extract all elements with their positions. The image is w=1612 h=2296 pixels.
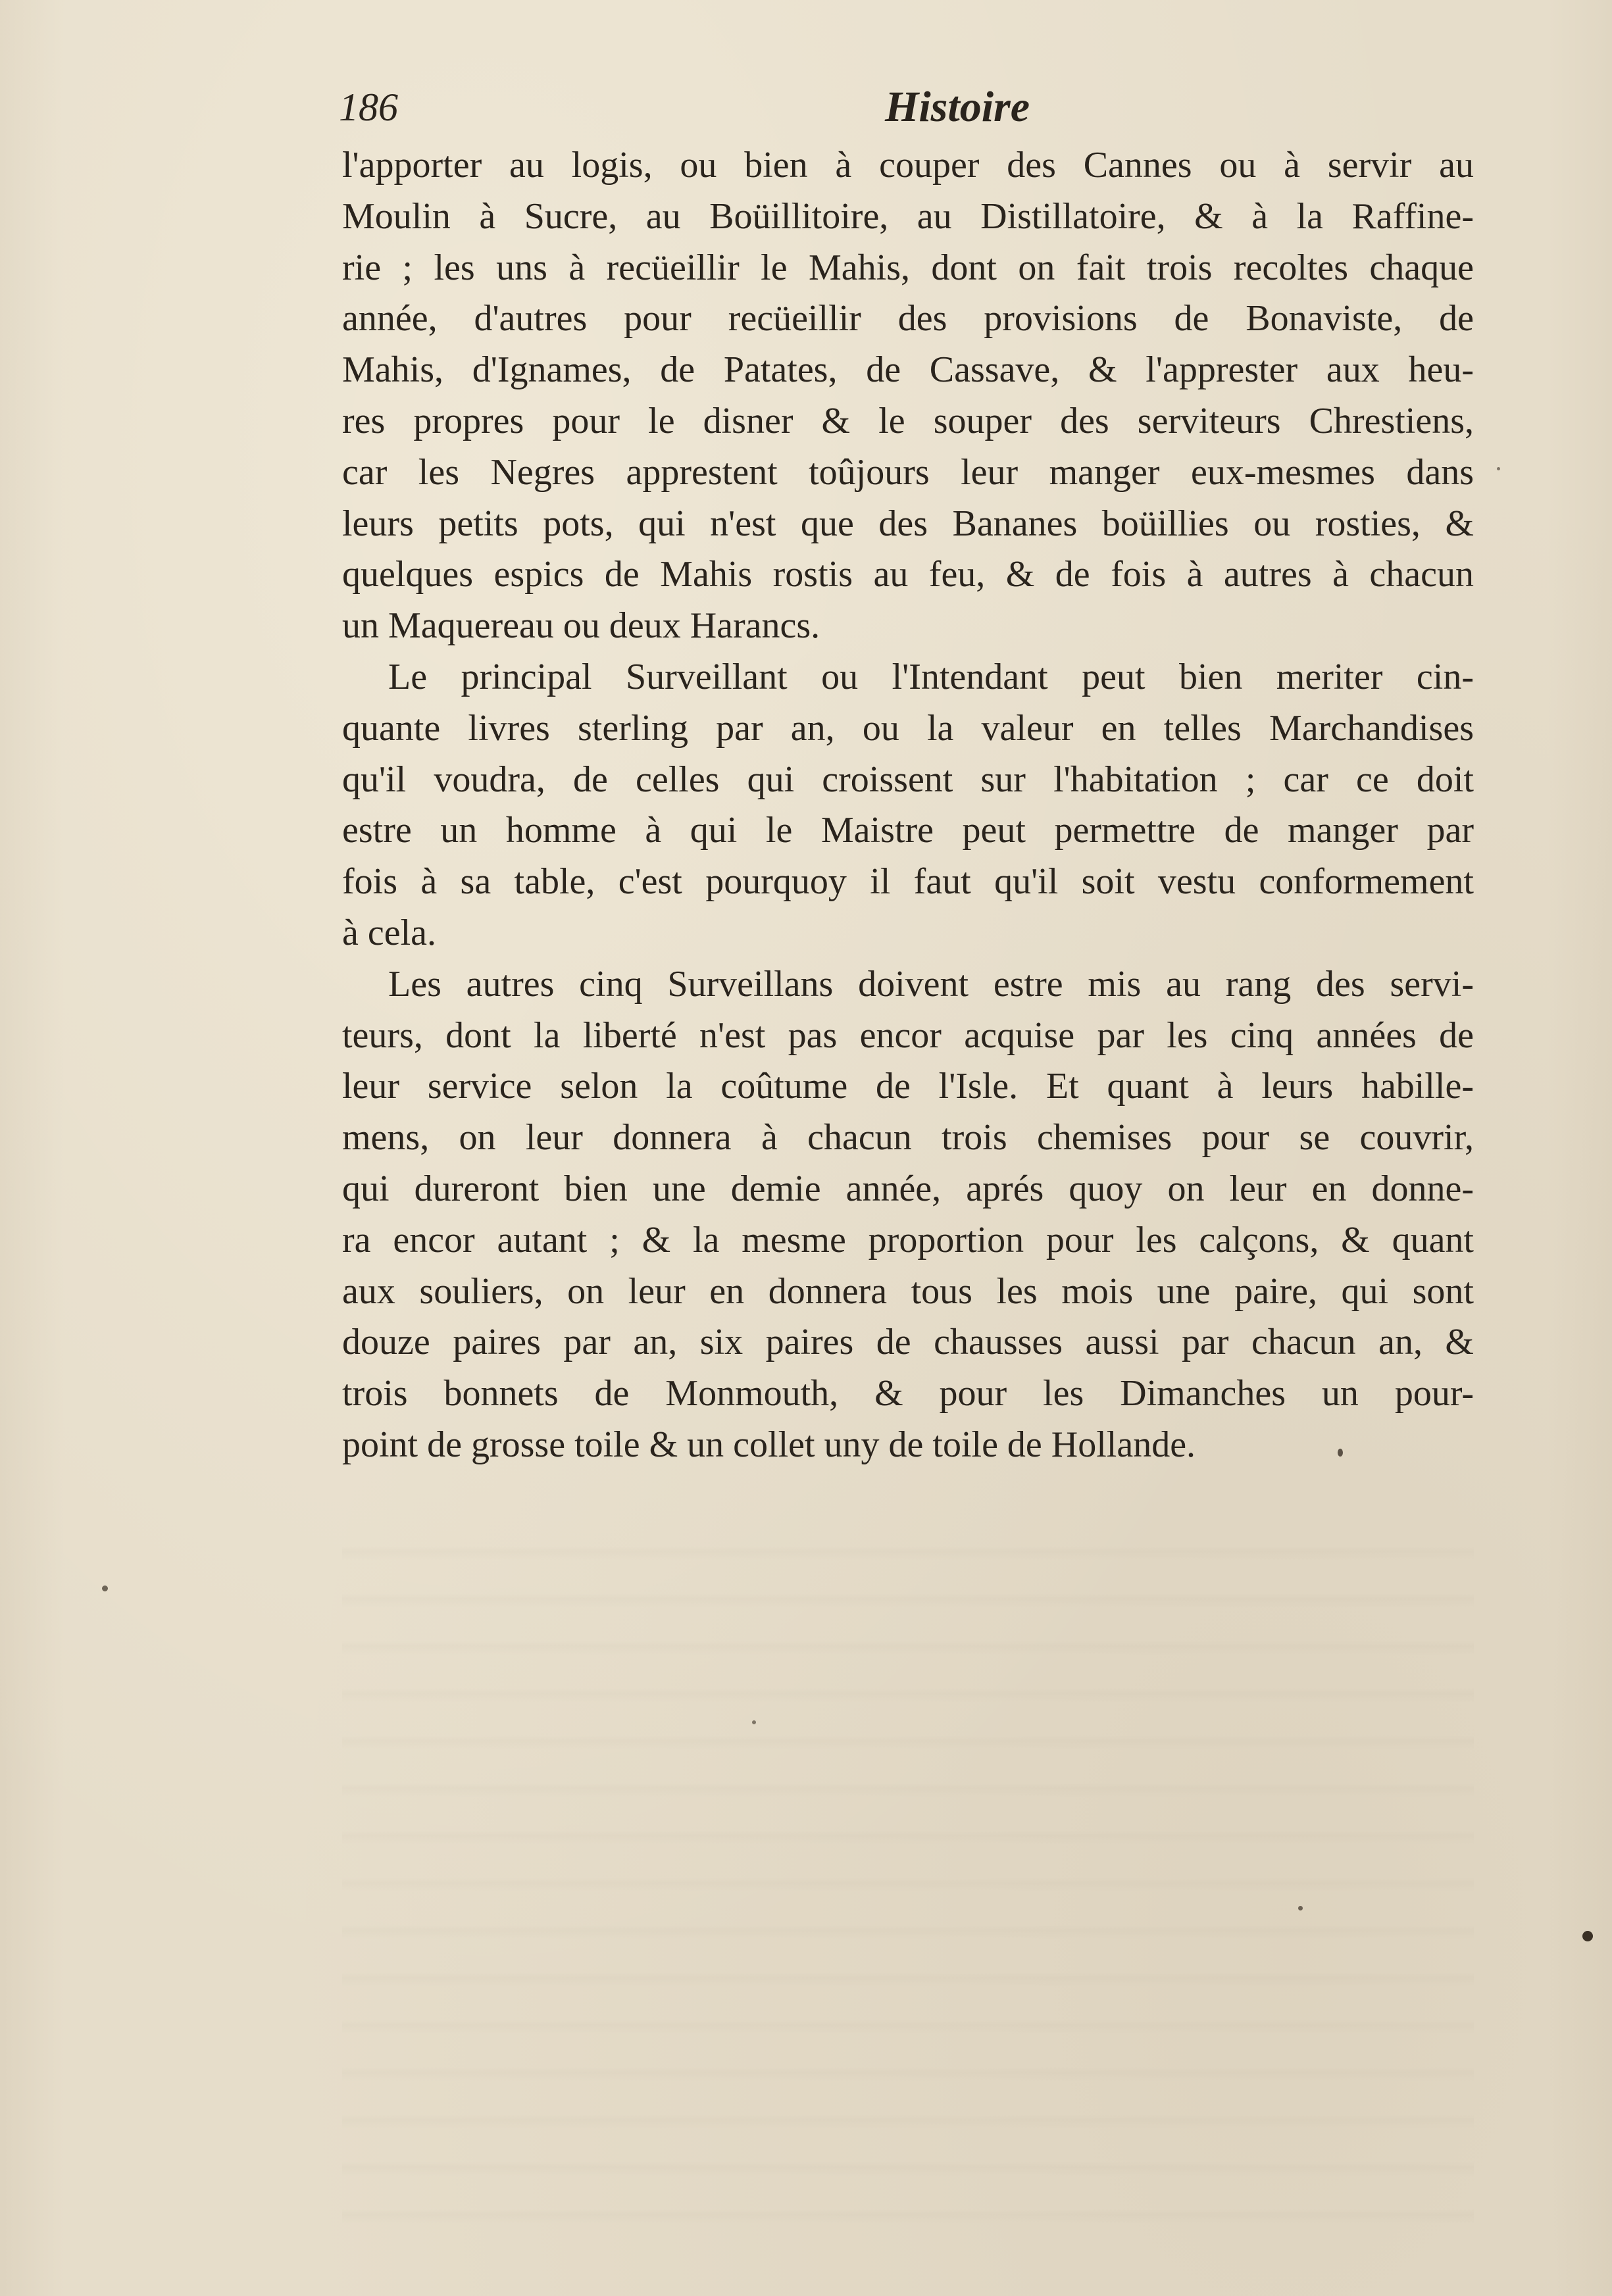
- text-line: aux souliers, on leur en donnera tous les mois une paire, qui sont: [342, 1270, 1474, 1312]
- ink-spot: [1582, 1931, 1593, 1941]
- page-header: [339, 78, 1471, 137]
- text-line: rie ; les uns à recüeillir le Mahis, dont on fait trois recoltes chaque: [342, 247, 1474, 288]
- ink-spot: [1497, 467, 1500, 470]
- ink-spot: [752, 1720, 756, 1724]
- running-title: Histoire: [885, 83, 1030, 131]
- text-line: car les Negres apprestent toûjours leur manger eux-mesmes dans: [342, 451, 1474, 493]
- paragraph-start-line: Les autres cinq Surveillans doivent estre mis au rang des servi-: [388, 963, 1474, 1005]
- text-line: à cela.: [342, 912, 436, 953]
- text-line: l'apporter au logis, ou bien à couper des Cannes ou à servir au: [342, 145, 1474, 186]
- text-line: qu'il voudra, de celles qui croissent sur l'habitation ; car ce doit: [342, 759, 1474, 800]
- text-line: qui dureront bien une demie année, aprés quoy on leur en donne-: [342, 1168, 1474, 1209]
- page-number: 186: [339, 86, 398, 129]
- text-line: fois à sa table, c'est pourquoy il faut qu'il soit vestu conformement: [342, 861, 1474, 903]
- text-line: quante livres sterling par an, ou la valeur en telles Marchandises: [342, 707, 1474, 749]
- ink-spot: [1338, 1449, 1343, 1457]
- text-line: estre un homme à qui le Maistre peut permettre de manger par: [342, 810, 1474, 851]
- body-text: [342, 140, 1474, 1471]
- text-line: leurs petits pots, qui n'est que des Bananes boüillies ou rosties, &: [342, 503, 1474, 544]
- text-line: leur service selon la coûtume de l'Isle. Et quant à leurs habille-: [342, 1066, 1474, 1107]
- text-line: res propres pour le disner & le souper des serviteurs Chrestiens,: [342, 400, 1474, 441]
- text-line: mens, on leur donnera à chacun trois chemises pour se couvrir,: [342, 1117, 1474, 1159]
- text-line: Moulin à Sucre, au Boüillitoire, au Distillatoire, & à la Raffine-: [342, 195, 1474, 237]
- text-line: ra encor autant ; & la mesme proportion pour les calçons, & quant: [342, 1219, 1474, 1260]
- text-line: un Maquereau ou deux Harancs.: [342, 605, 820, 647]
- text-line: Mahis, d'Ignames, de Patates, de Cassave, & l'apprester aux heu-: [342, 349, 1474, 391]
- text-line: point de grosse toile & un collet uny de toile de Hollande.: [342, 1424, 1196, 1465]
- ink-spot: [102, 1585, 108, 1591]
- text-line: teurs, dont la liberté n'est pas encor acquise par les cinq années de: [342, 1014, 1474, 1056]
- show-through-text: [342, 1513, 1474, 2237]
- ink-spot: [1298, 1906, 1303, 1910]
- text-line: douze paires par an, six paires de chausses aussi par chacun an, &: [342, 1322, 1474, 1363]
- text-line: quelques espics de Mahis rostis au feu, & de fois à autres à chacun: [342, 554, 1474, 595]
- text-line: trois bonnets de Monmouth, & pour les Dimanches un pour-: [342, 1373, 1474, 1414]
- text-line: année, d'autres pour recüeillir des provisions de Bonaviste, de: [342, 298, 1474, 339]
- paragraph-start-line: Le principal Surveillant ou l'Intendant peut bien meriter cin-: [388, 656, 1474, 697]
